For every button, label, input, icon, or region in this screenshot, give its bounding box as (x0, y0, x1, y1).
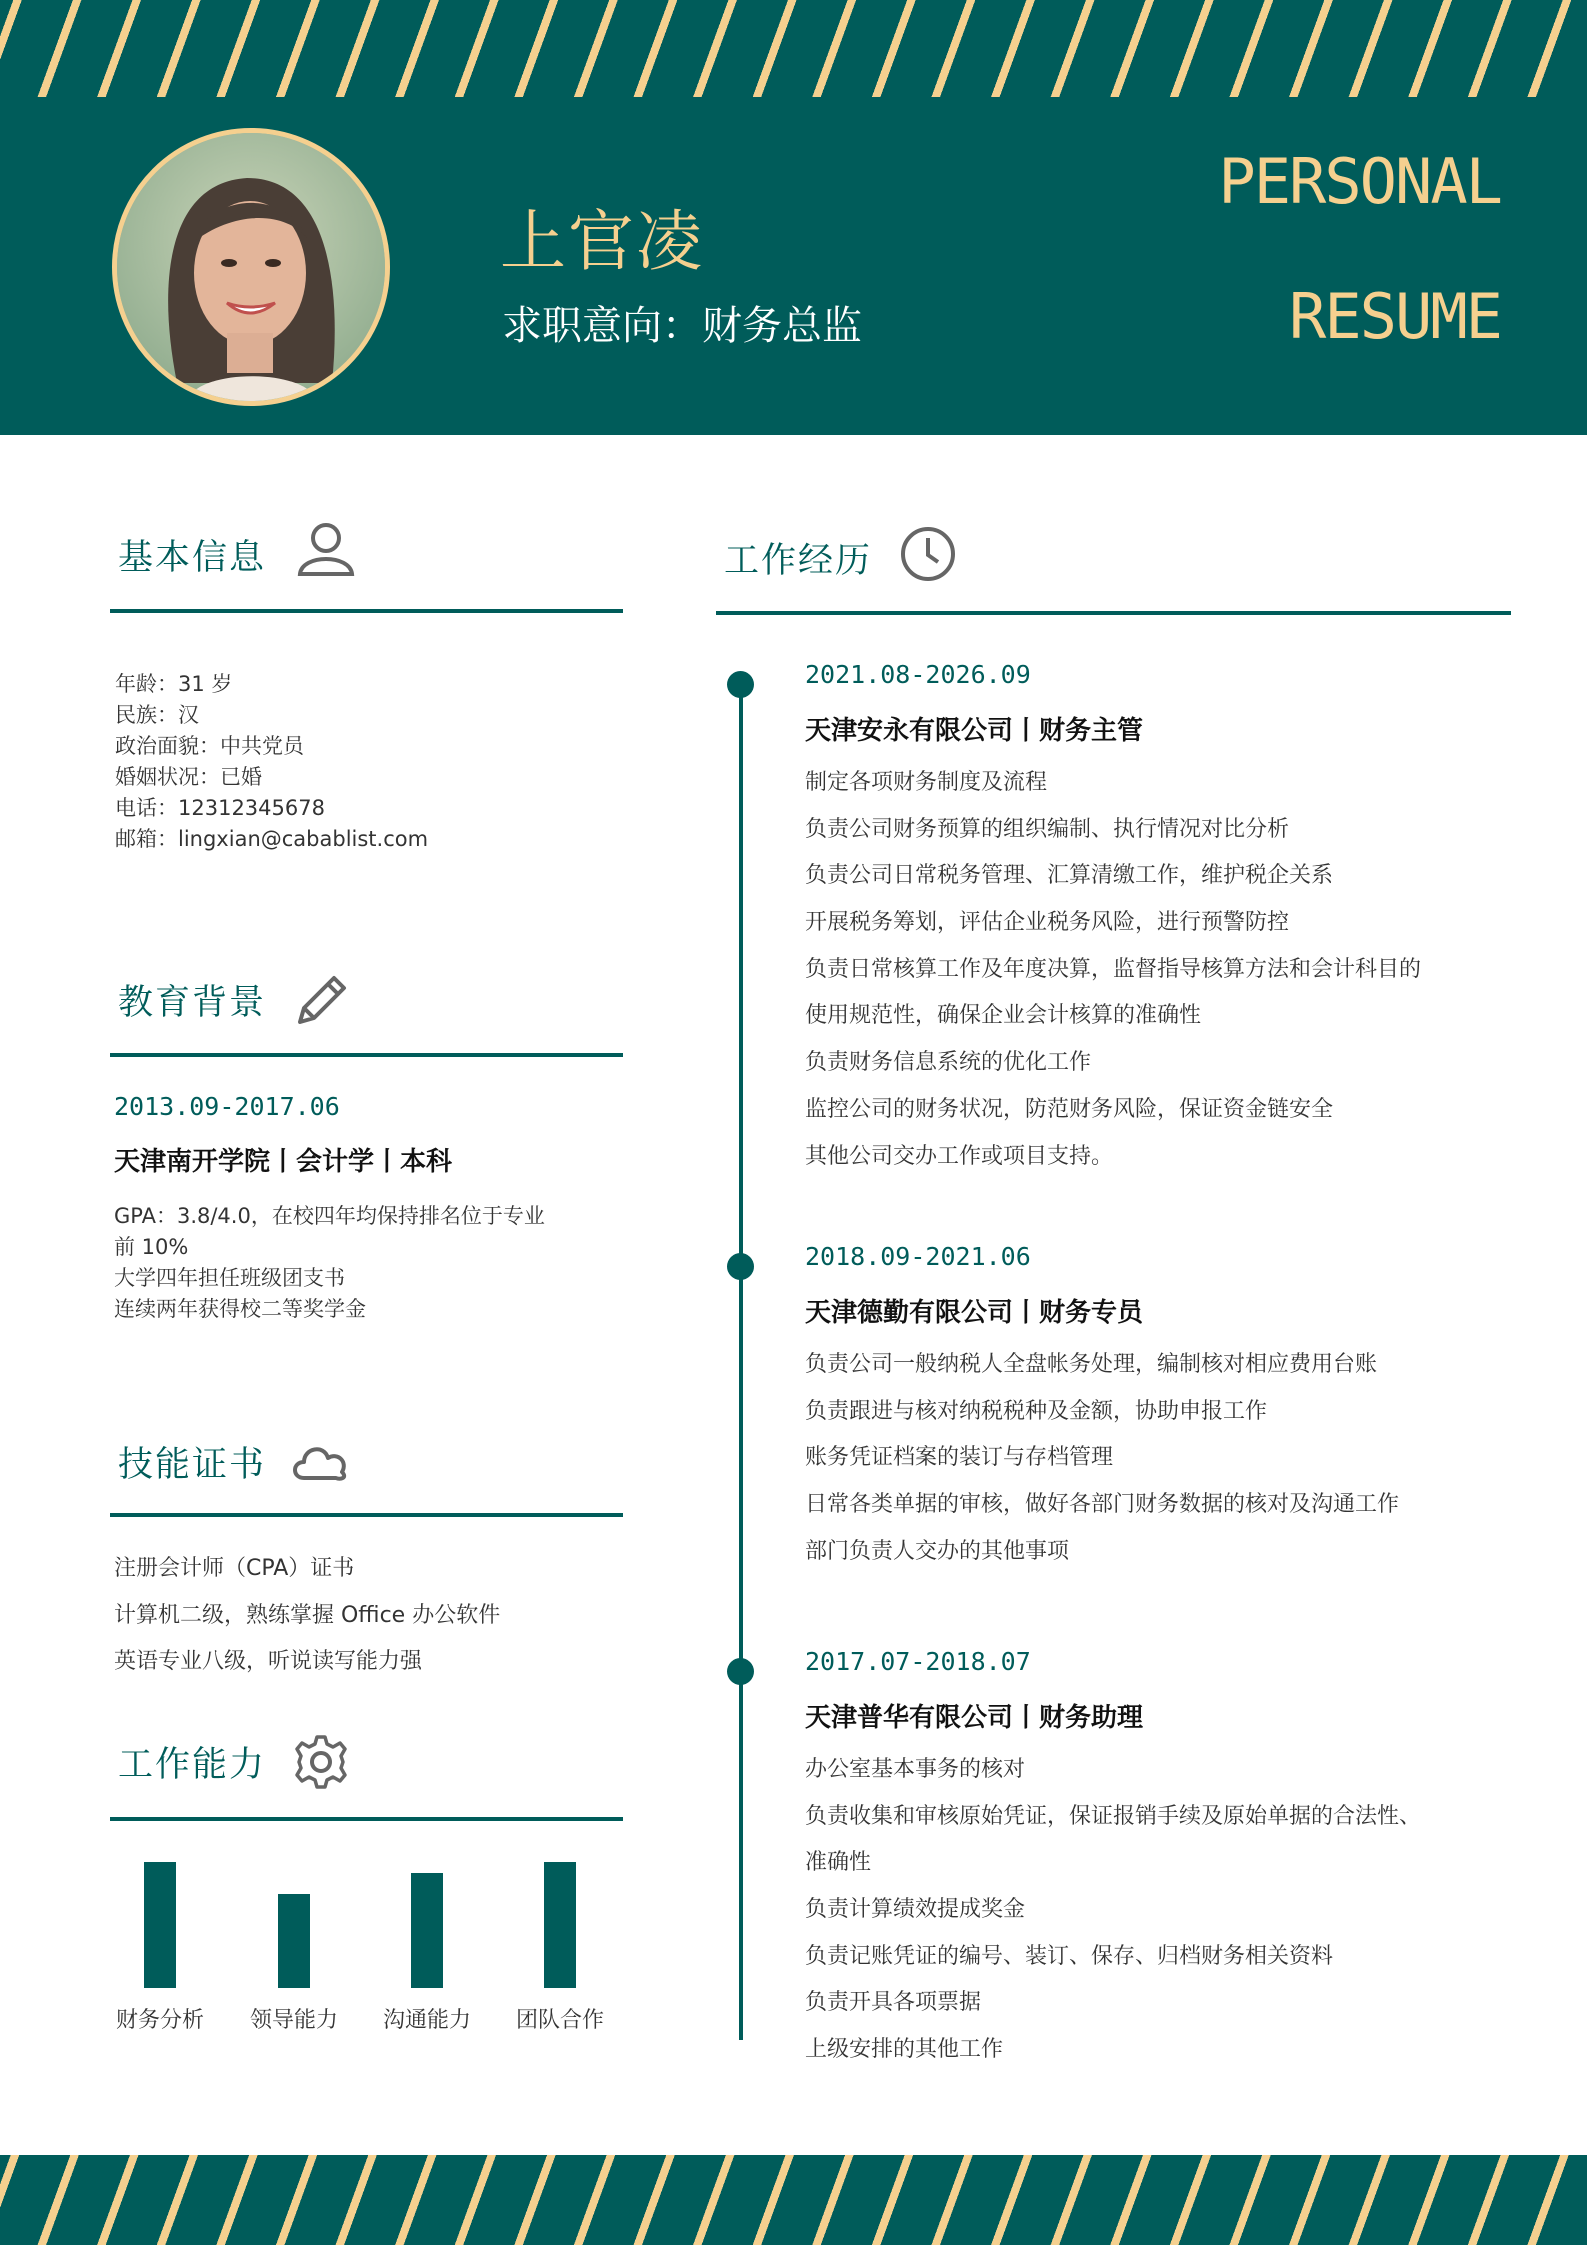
resume-heading: RESUME (1289, 280, 1501, 353)
ability-bar (144, 1862, 176, 1988)
info-marital: 婚姻状况：已婚 (115, 765, 262, 789)
ability-label: 财务分析 (115, 2008, 204, 2033)
avatar-photo (112, 128, 390, 406)
cloud-icon (290, 1440, 350, 1484)
timeline-line (739, 684, 743, 2040)
job-duty: 负责公司一般纳税人全盘帐务处理，编制核对相应费用台账 (805, 1352, 1378, 1377)
job-duty: 监控公司的财务状况，防范财务风险，保证资金链安全 (805, 1096, 1334, 1122)
timeline-dot (727, 1658, 754, 1685)
info-ethnicity: 民族：汉 (115, 703, 199, 727)
job-duty: 负责开具各项票据 (805, 1990, 982, 2016)
job-duty: 准确性 (805, 1850, 872, 1876)
ability-label: 沟通能力 (382, 2008, 471, 2033)
job-duty: 开展税务筹划，评估企业税务风险，进行预警防控 (805, 910, 1290, 936)
section-divider (110, 1817, 623, 1821)
ability-label: 领导能力 (249, 2008, 338, 2033)
job-duty: 办公室基本事务的核对 (805, 1757, 1026, 1782)
ability-bar (411, 1873, 443, 1988)
user-icon (296, 518, 356, 578)
section-divider (110, 1053, 623, 1057)
basic-info-list (115, 669, 428, 855)
job-duty: 负责计算绩效提成奖金 (805, 1897, 1026, 1923)
info-age: 年龄：31 岁 (115, 672, 233, 696)
pencil-icon (292, 970, 352, 1030)
job-duty: 负责公司日常税务管理、汇算清缴工作，维护税企关系 (805, 863, 1334, 889)
work-title: 工作经历 (724, 541, 873, 581)
gear-icon (292, 1733, 350, 1791)
cert-item: 注册会计师（CPA）证书 (114, 1556, 355, 1581)
info-political: 政治面貌：中共党员 (115, 734, 304, 758)
job-duty: 其他公司交办工作或项目支持。 (805, 1143, 1114, 1169)
job-duty: 上级安排的其他工作 (805, 2037, 1004, 2063)
abilities-title: 工作能力 (118, 1745, 267, 1785)
cert-item: 英语专业八级，听说读写能力强 (114, 1649, 423, 1675)
education-detail: 大学四年担任班级团支书 (114, 1266, 345, 1290)
job-duty: 负责公司财务预算的组织编制、执行情况对比分析 (805, 816, 1290, 842)
job-duty: 负责财务信息系统的优化工作 (805, 1050, 1092, 1076)
timeline-dot (727, 671, 754, 698)
candidate-name: 上官凌 (500, 203, 704, 280)
education-date: 2013.09-2017.06 (114, 1092, 340, 1121)
job-duty: 制定各项财务制度及流程 (805, 770, 1048, 795)
job-date: 2017.07-2018.07 (805, 1647, 1031, 1676)
job-title: 天津普华有限公司丨财务助理 (805, 1703, 1144, 1733)
education-title: 教育背景 (118, 983, 267, 1023)
job-date: 2018.09-2021.06 (805, 1242, 1031, 1271)
education-school: 天津南开学院丨会计学丨本科 (114, 1147, 453, 1177)
job-duty: 使用规范性，确保企业会计核算的准确性 (805, 1003, 1202, 1029)
education-detail: 连续两年获得校二等奖学金 (114, 1297, 366, 1321)
job-duties (805, 1747, 1421, 2074)
job-duties (805, 760, 1421, 1180)
basic-info-title: 基本信息 (118, 538, 267, 578)
personal-heading: PERSONAL (1218, 145, 1501, 218)
ability-label: 团队合作 (515, 2008, 604, 2033)
ability-bar (278, 1894, 310, 1989)
section-divider (110, 1513, 623, 1517)
job-duties (805, 1342, 1399, 1575)
ability-bar (544, 1862, 576, 1988)
job-date: 2021.08-2026.09 (805, 660, 1031, 689)
job-duty: 负责日常核算工作及年度决算，监督指导核算方法和会计科目的 (805, 956, 1422, 982)
education-detail: 前 10% (114, 1235, 189, 1259)
job-duty: 负责收集和审核原始凭证，保证报销手续及原始单据的合法性、 (805, 1803, 1422, 1829)
section-divider (716, 611, 1511, 615)
education-detail: GPA：3.8/4.0，在校四年均保持排名位于专业 (114, 1204, 545, 1228)
cert-item: 计算机二级，熟练掌握 Office 办公软件 (114, 1602, 501, 1628)
info-email[interactable]: 邮箱：lingxian@cabablist.com (115, 827, 429, 851)
info-phone: 电话：12312345678 (115, 796, 325, 820)
job-title: 天津德勤有限公司丨财务专员 (805, 1298, 1144, 1328)
section-divider (110, 609, 623, 613)
clock-icon (898, 524, 958, 584)
job-intent: 求职意向：财务总监 (502, 303, 862, 349)
job-duty: 负责跟进与核对纳税税种及金额，协助申报工作 (805, 1398, 1268, 1424)
job-duty: 部门负责人交办的其他事项 (805, 1538, 1070, 1564)
job-duty: 日常各类单据的审核，做好各部门财务数据的核对及沟通工作 (805, 1492, 1400, 1518)
job-duty: 负责记账凭证的编号、装订、保存、归档财务相关资料 (805, 1943, 1334, 1969)
timeline-dot (727, 1253, 754, 1280)
top-stripe-decoration (0, 0, 1587, 97)
certs-title: 技能证书 (118, 1445, 267, 1485)
job-duty: 账务凭证档案的装订与存档管理 (805, 1445, 1114, 1471)
bottom-stripe-decoration (0, 2155, 1587, 2245)
job-title: 天津安永有限公司丨财务主管 (805, 716, 1144, 746)
